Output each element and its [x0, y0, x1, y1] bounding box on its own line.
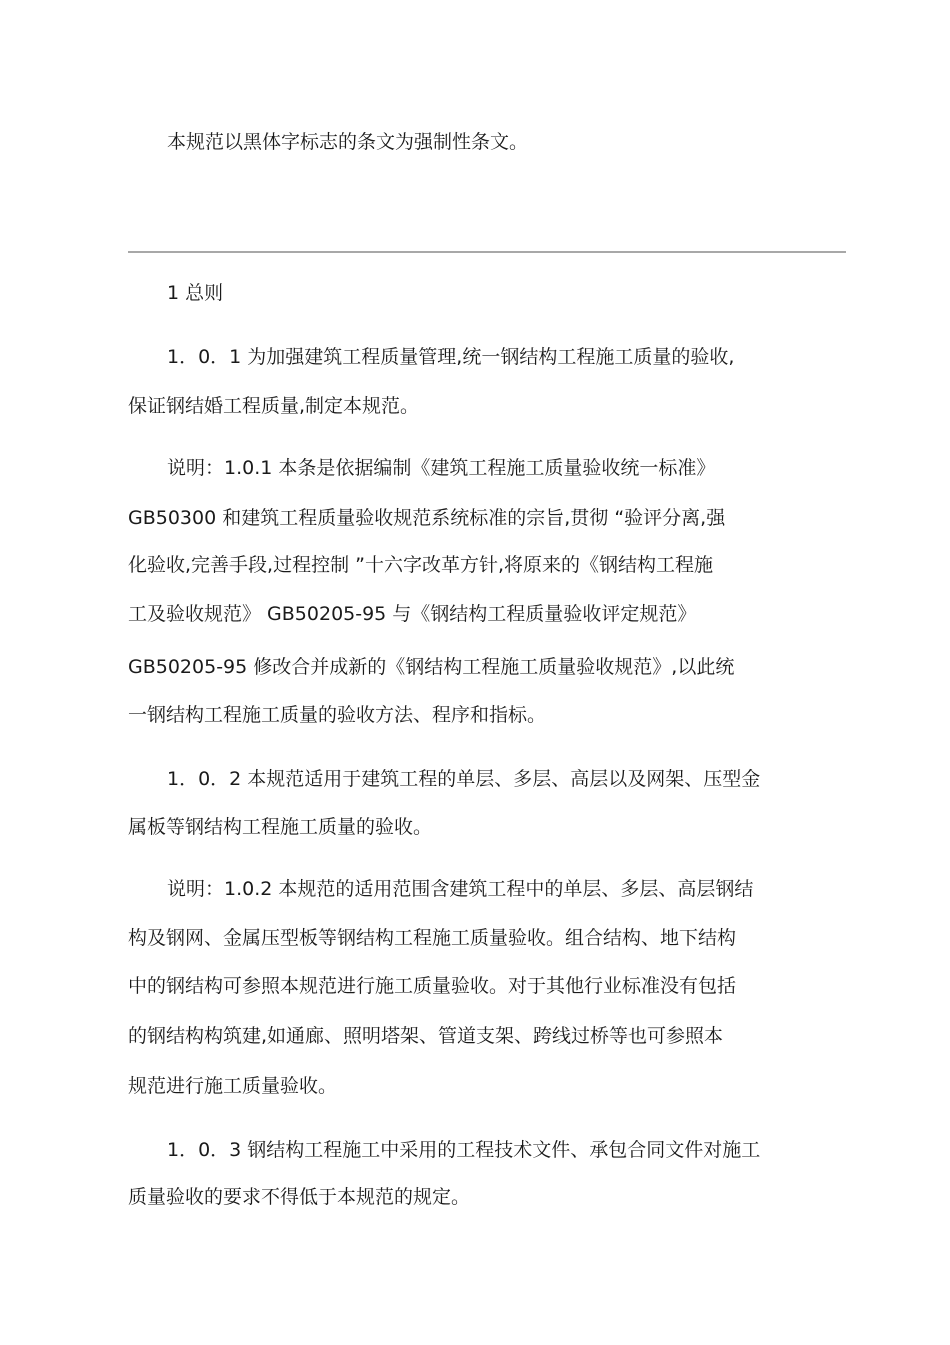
intro-text: 本规范以黑体字标志的条文为强制性条文。: [167, 131, 529, 153]
note-1-0-2-line-1: 说明：1.0.2 本规范的适用范围含建筑工程中的单层、多层、高层钢结: [167, 878, 754, 900]
note-1-0-1-line-5: GB50205-95 修改合并成新的《钢结构工程施工质量验收规范》,以此统: [128, 656, 735, 678]
note-1-0-2-line-3: 中的钢结构可参照本规范进行施工质量验收。对于其他行业标准没有包括: [128, 975, 737, 997]
section-divider: [128, 251, 846, 253]
note-1-0-1-line-6: 一钢结构工程施工质量的验收方法、程序和指标。: [128, 704, 547, 726]
section-title: 1 总则: [167, 282, 224, 304]
note-1-0-1-line-2: GB50300 和建筑工程质量验收规范系统标准的宗旨,贯彻 “验评分离,强: [128, 507, 726, 529]
clause-1-0-2-line-2: 属板等钢结构工程施工质量的验收。: [128, 816, 433, 838]
clause-1-0-3-line-1: 1．0．3 钢结构工程施工中采用的工程技术文件、承包合同文件对施工: [167, 1139, 761, 1161]
note-1-0-1-line-3: 化验收,完善手段,过程控制 ”十六字改革方针,将原来的《钢结构工程施: [128, 554, 714, 576]
note-1-0-1-line-4: 工及验收规范》 GB50205-95 与《钢结构工程质量验收评定规范》: [128, 603, 697, 625]
note-1-0-2-line-5: 规范进行施工质量验收。: [128, 1075, 338, 1097]
note-1-0-1-line-1: 说明：1.0.1 本条是依据编制《建筑工程施工质量验收统一标准》: [167, 457, 716, 479]
clause-1-0-1-line-2: 保证钢结婚工程质量,制定本规范。: [128, 395, 420, 417]
clause-1-0-2-line-1: 1．0．2 本规范适用于建筑工程的单层、多层、高层以及网架、压型金: [167, 768, 761, 790]
note-1-0-2-line-4: 的钢结构构筑建,如通廊、照明塔架、管道支架、跨线过桥等也可参照本: [128, 1025, 724, 1047]
note-1-0-2-line-2: 构及钢网、金属压型板等钢结构工程施工质量验收。组合结构、地下结构: [128, 927, 737, 949]
clause-1-0-1-line-1: 1．0．1 为加强建筑工程质量管理,统一钢结构工程施工质量的验收,: [167, 346, 735, 368]
clause-1-0-3-line-2: 质量验收的要求不得低于本规范的规定。: [128, 1186, 471, 1208]
